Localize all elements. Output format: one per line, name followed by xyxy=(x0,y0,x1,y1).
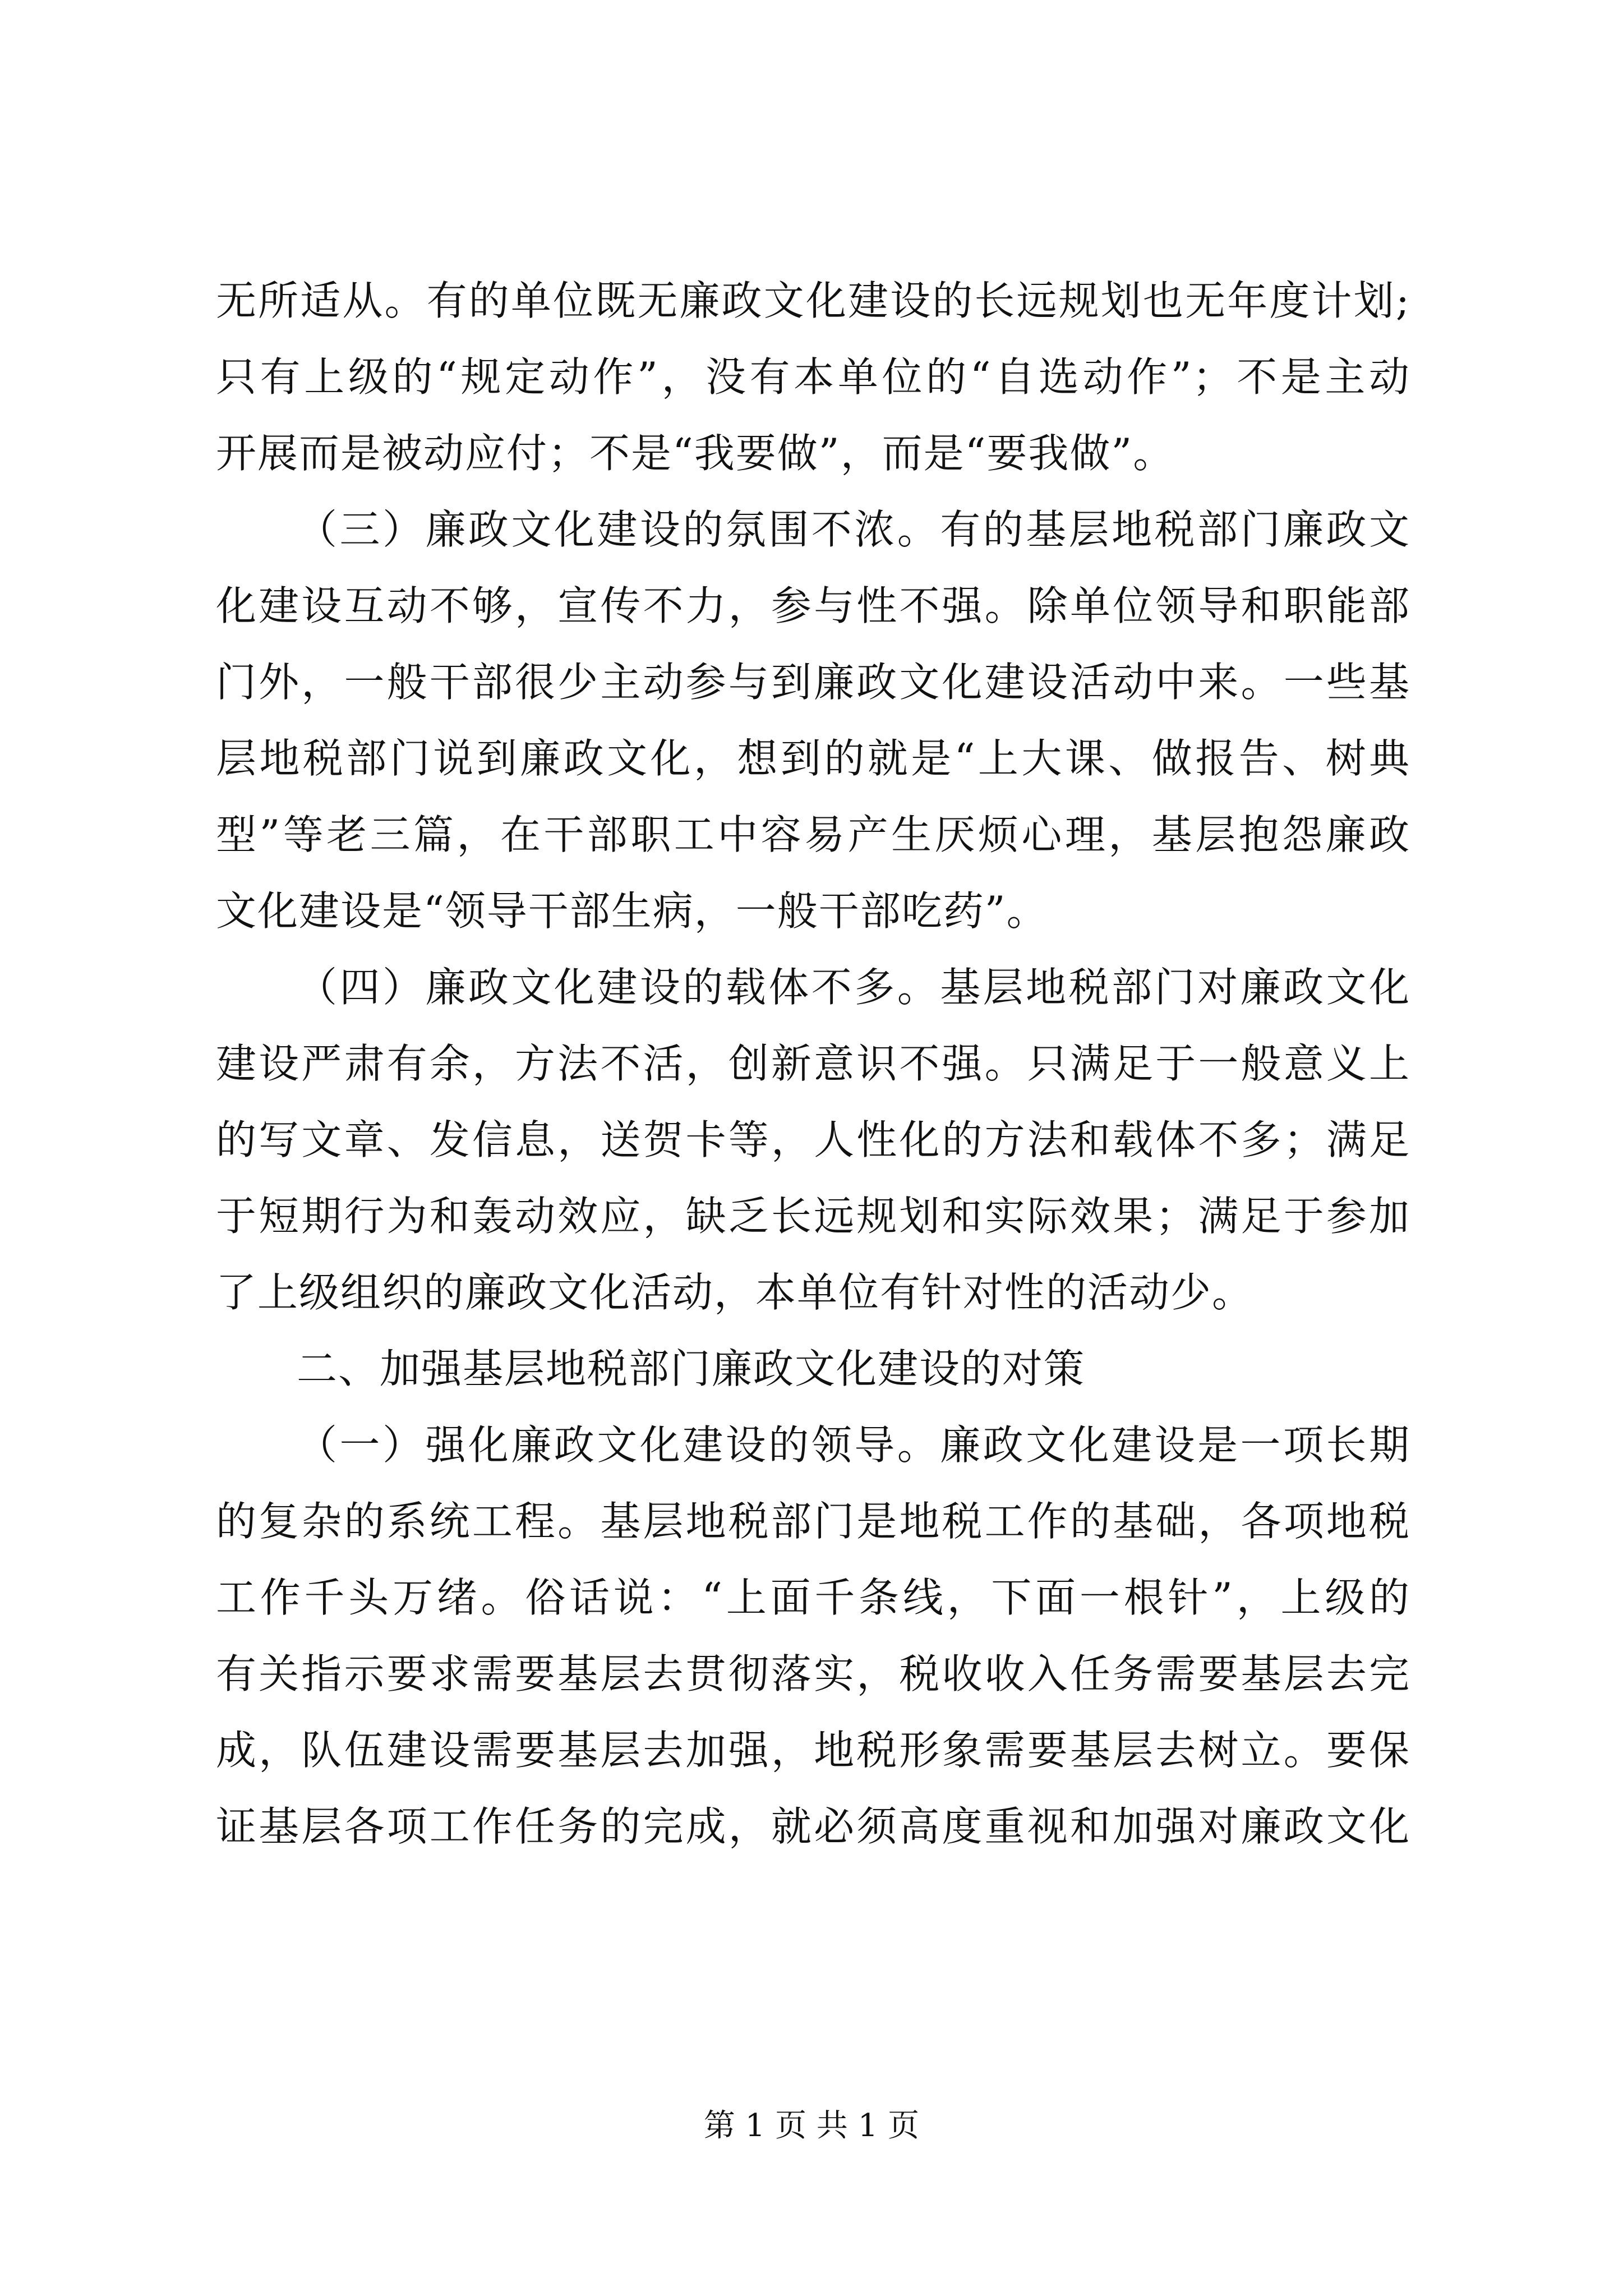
text-line: 的写文章、发信息，送贺卡等，人性化的方法和载体不多；满足 xyxy=(216,1116,1410,1163)
text-line: 化建设互动不够，宣传不力，参与性不强。除单位领导和职能部 xyxy=(216,582,1410,629)
text-line: 无所适从。有的单位既无廉政文化建设的长远规划也无年度计划; xyxy=(216,277,1410,324)
text-line: 成，队伍建设需要基层去加强，地税形象需要基层去树立。要保 xyxy=(216,1727,1410,1774)
text-line: 层地税部门说到廉政文化，想到的就是“上大课、做报告、树典 xyxy=(216,735,1410,782)
paragraph-heading-4: （四）廉政文化建设的载体不多。基层地税部门对廉政文化 xyxy=(297,964,1410,1011)
section-heading: 二、加强基层地税部门廉政文化建设的对策 xyxy=(297,1345,1086,1392)
text-line: 建设严肃有余，方法不活，创新意识不强。只满足于一般意义上 xyxy=(216,1040,1410,1087)
text-line: 开展而是被动应付；不是“我要做”，而是“要我做”。 xyxy=(216,430,1175,477)
text-line: 只有上级的“规定动作”，没有本单位的“自选动作”；不是主动 xyxy=(216,353,1410,401)
text-line: 文化建设是“领导干部生病，一般干部吃药”。 xyxy=(216,887,1048,935)
text-line: 工作千头万绪。俗话说：“上面千条线，下面一根针”，上级的 xyxy=(216,1574,1410,1621)
text-line: 型”等老三篇，在干部职工中容易产生厌烦心理，基层抱怨廉政 xyxy=(216,811,1410,858)
text-line: 证基层各项工作任务的完成，就必须高度重视和加强对廉政文化 xyxy=(216,1803,1410,1850)
text-line: 有关指示要求需要基层去贯彻落实，税收收入任务需要基层去完 xyxy=(216,1650,1410,1697)
page-number-footer: 第 1 页 共 1 页 xyxy=(703,2108,920,2144)
paragraph-heading-1: （一）强化廉政文化建设的领导。廉政文化建设是一项长期 xyxy=(297,1421,1410,1469)
text-line: 了上级组织的廉政文化活动，本单位有针对性的活动少。 xyxy=(216,1269,1254,1316)
paragraph-heading-3: （三）廉政文化建设的氛围不浓。有的基层地税部门廉政文 xyxy=(297,506,1410,553)
document-body xyxy=(216,263,1410,1865)
text-line: 的复杂的系统工程。基层地税部门是地税工作的基础，各项地税 xyxy=(216,1498,1410,1545)
text-line: 门外，一般干部很少主动参与到廉政文化建设活动中来。一些基 xyxy=(216,659,1410,706)
text-line: 于短期行为和轰动效应，缺乏长远规划和实际效果；满足于参加 xyxy=(216,1193,1410,1240)
